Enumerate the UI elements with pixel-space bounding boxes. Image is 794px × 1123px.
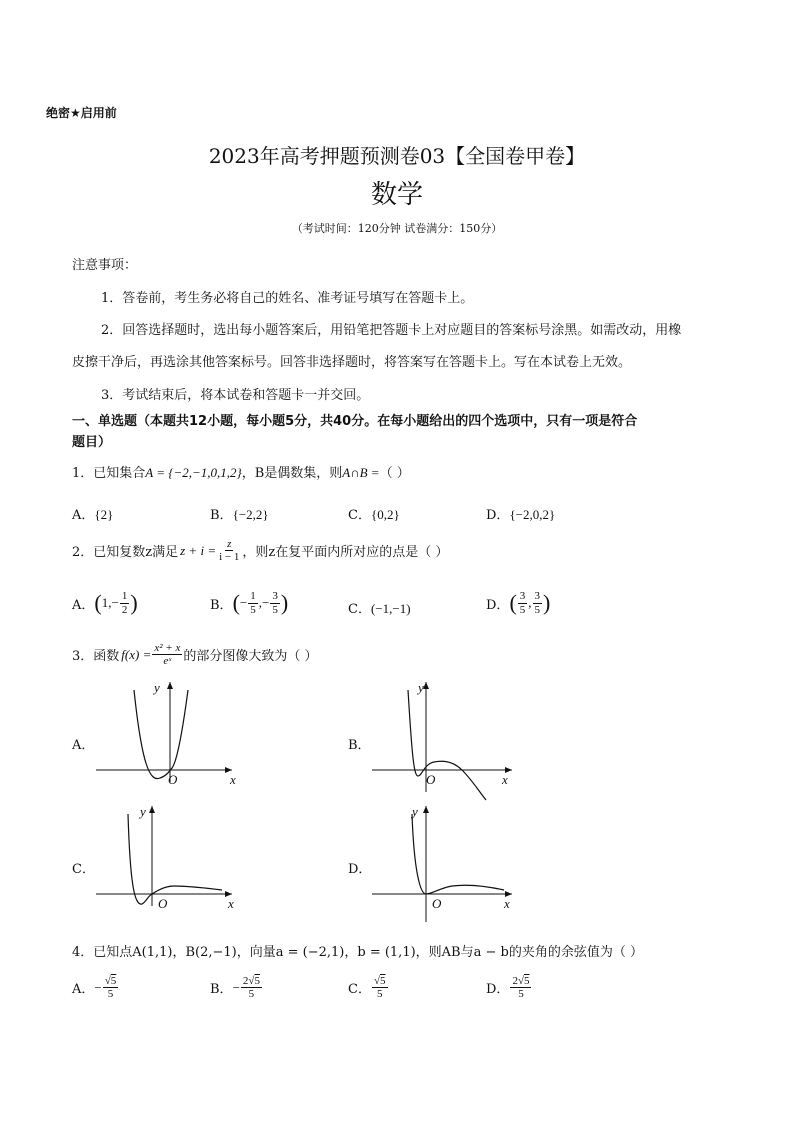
q1-set-a: A = {−2,−1,0,1,2} <box>145 465 242 480</box>
section-heading-cont: 题目） <box>72 435 112 450</box>
x-label: x <box>504 896 510 911</box>
y-label: y <box>412 804 418 819</box>
q2-suffix: ，则z在复平面内所对应的点是（ ） <box>242 545 449 561</box>
exam-info: （考试时间：120分钟 试卷满分：150分） <box>291 222 503 235</box>
q3-option-b-label: B． <box>348 738 371 753</box>
x-label: x <box>230 772 236 787</box>
q3-graph-d <box>368 800 528 930</box>
q3-graph-c <box>92 800 252 912</box>
section-heading: 一、单选题（本题共12小题，每小题5分，共40分。在每小题给出的四个选项中，只有一项是符合 <box>72 414 638 429</box>
y-label: y <box>418 680 424 695</box>
curve <box>408 690 486 800</box>
q2-lhs: z + i = <box>180 542 217 558</box>
q3-option-a-label: A． <box>72 738 95 753</box>
q3-prefix: 3．函数 <box>72 649 120 665</box>
q2-option-b: B． ( − $\frac{1}{5}$ , − $\frac{3}{5}$ ) <box>210 590 289 616</box>
q2-option-c: C．(−1,−1) <box>348 601 411 617</box>
question-4: 4．已知点A(1,1)，B(2,−1)，向量a = (−2,1)，b = (1,1)，则AB与a − b的夹角的余弦值为（ ） <box>72 945 643 960</box>
q1-expr: A∩B = <box>342 465 380 480</box>
q1-option-c: C．{0,2} <box>348 507 400 523</box>
note-item-2: 2．回答选择题时，选出每小题答案后，用铅笔把答题卡上对应题目的答案标号涂黑。如需改动，用橡 <box>101 323 682 338</box>
q1-option-b: B．{−2,2} <box>210 507 269 523</box>
q2-option-a: A． ( 1 , − $\frac{1}{2}$ ) <box>72 590 138 616</box>
origin-label: O <box>168 772 178 787</box>
origin-label: O <box>158 896 168 911</box>
q3-func: f(x) = <box>121 646 152 662</box>
question-2 <box>72 538 448 563</box>
x-label: x <box>228 896 234 911</box>
q4-option-a: A． − $\frac{√5}{5}$ <box>72 975 117 1001</box>
origin-label: O <box>432 896 442 911</box>
q2-prefix: 2．已知复数z满足 <box>72 545 179 561</box>
q4-option-b: B． − $\frac{2√5}{5}$ <box>210 975 260 1001</box>
curve <box>128 814 222 904</box>
q2-option-d: D． ( $\frac{3}{5}$ , $\frac{3}{5}$ ) <box>486 590 551 616</box>
x-label: x <box>502 772 508 787</box>
curve <box>134 690 188 779</box>
confidential-mark: 绝密★启用前 <box>46 106 117 120</box>
y-label: y <box>140 804 146 819</box>
q4-option-c: C． $\frac{√5}{5}$ <box>348 975 386 1001</box>
q3-suffix: 的部分图像大致为（ ） <box>183 649 318 665</box>
q1-option-d: D．{−2,0,2} <box>486 507 556 523</box>
q4-option-d: D． $\frac{2√5}{5}$ <box>486 975 530 1001</box>
q1-option-a: A．{2} <box>72 507 114 523</box>
origin-label: O <box>426 772 436 787</box>
q3-option-c-label: C． <box>72 862 95 877</box>
note-item-3: 3．考试结束后，将本试卷和答题卡一并交回。 <box>101 388 370 403</box>
q3-graph-b <box>368 676 528 806</box>
notes-heading: 注意事项： <box>72 258 138 273</box>
q1-suffix: （ ） <box>379 466 410 481</box>
question-3 <box>72 642 317 667</box>
question-1 <box>72 462 410 481</box>
q3-option-d-label: D． <box>348 862 372 877</box>
y-label: y <box>154 680 160 695</box>
q3-graph-a <box>92 676 252 788</box>
q1-prefix: 1．已知集合 <box>72 466 146 481</box>
note-item-1: 1．答卷前，考生务必将自己的姓名、准考证号填写在答题卡上。 <box>101 291 474 306</box>
exam-title: 2023年高考押题预测卷03【全国卷甲卷】 <box>208 144 586 168</box>
q2-fraction: $\frac{z}{i - 1}$ <box>219 538 240 564</box>
subject-title: 数学 <box>370 180 423 210</box>
note-item-2-cont: 皮擦干净后，再选涂其他答案标号。回答非选择题时，将答案写在答题卡上。写在本试卷上无效。 <box>72 355 632 370</box>
q3-fraction: $\frac{\text{x² + x}}{\text{eˣ}}$ <box>154 642 181 668</box>
q1-mid: ，B是偶数集，则 <box>241 466 343 481</box>
